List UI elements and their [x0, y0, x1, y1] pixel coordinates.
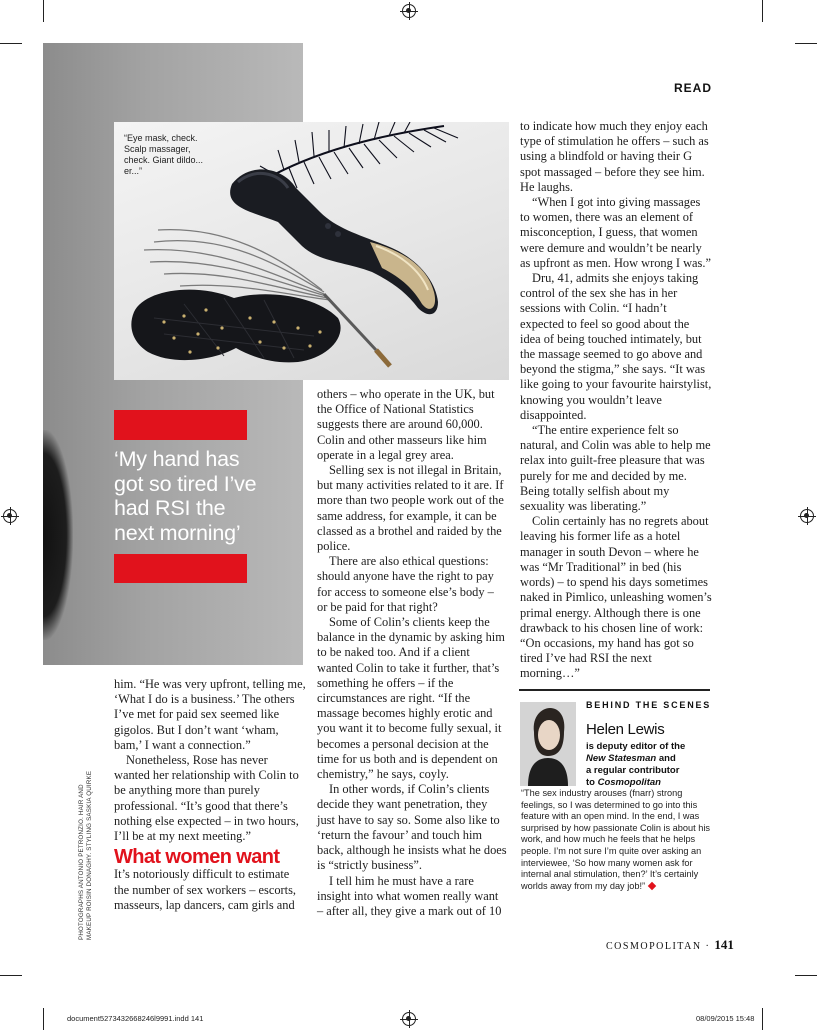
- paragraph: Selling sex is not illegal in Britain, but many activities related to it are. If more than two people work out of the same address, for example, it can be classed as a brothel and raided by the police.: [317, 463, 504, 554]
- publication-name: Cosmopolitan: [597, 777, 661, 788]
- paragraph: It’s notoriously difficult to estimate the number of sex workers – escorts, masseurs, lap dancers, cam girls and: [114, 867, 297, 912]
- section-heading: What women want: [114, 846, 280, 869]
- registration-mark-icon: [402, 1012, 416, 1026]
- crop-mark: [795, 975, 817, 976]
- pull-quote-bottom-bar: [114, 554, 247, 583]
- photo-caption: “Eye mask, check. Scalp massager, check. Giant dildo... er...”: [124, 133, 204, 176]
- paragraph: I tell him he must have a rare insight into what women really want – after all, they give a mark out of 10: [317, 873, 502, 918]
- paragraph: Nonetheless, Rose has never wanted her relationship with Colin to be anything more than purely professional. “It’s good that there’s nothing else expected – in two hours, I’ll be at my next meeting.”: [114, 753, 299, 844]
- crop-mark: [762, 1008, 763, 1030]
- sidebar-text: [521, 788, 711, 892]
- section-label: READ: [674, 81, 713, 95]
- paragraph: to indicate how much they enjoy each type of stimulation he offers – such as using a blindfold or having their G spot massaged – before they see him. He laughs.: [520, 119, 709, 194]
- paragraph: Colin certainly has no regrets about leaving his former life as a hotel manager in south Devon – where he was “Mr Traditional” in bed (his words) – to spend his days sometimes naked in Pimlico, unleashing women’s primal energy. Although there is one drawback to his chosen line of work: “On occasions, my hand has got so tired I’ve had RSI the next morning…”: [520, 514, 712, 681]
- end-mark-icon: [648, 882, 656, 890]
- avatar: [520, 702, 576, 786]
- publication-name: New Statesman: [586, 753, 657, 764]
- paragraph: There are also ethical questions: should anyone have the right to pay for access to someone else’s body – or be paid for that right?: [317, 554, 494, 614]
- page-number: 141: [714, 937, 734, 952]
- article-column-1: [114, 677, 306, 913]
- crop-mark: [0, 975, 22, 976]
- divider: [519, 689, 710, 691]
- file-slug: document5273432668246l9991.indd 141: [67, 1014, 204, 1023]
- paragraph: “When I got into giving massages to women, there was an element of misconception, I guess, that women were demure and wouldn’t be nearly as upfront as men. How wrong I was.”: [520, 195, 711, 270]
- sidebar-quote: “The sex industry arouses (fnarr) strong feelings, so I was determined to go into this feature with an open mind. In the end, I was surprised by how passionate Colin is about his work, and how much he feels that he helps people. I’m not sure I’m quite over asking an interviewee, ‘So how many women ask for internal anal stimulation, then?’ It’s certainly worlds away from my day job!”: [521, 788, 710, 891]
- registration-mark-icon: [402, 4, 416, 18]
- author-role-line: to: [586, 777, 598, 788]
- crop-mark: [0, 43, 22, 44]
- author-role: [586, 741, 706, 789]
- pull-quote: ‘My hand has got so tired I’ve had RSI the next morning’: [114, 447, 257, 545]
- print-timestamp: 08/09/2015 15:48: [696, 1014, 755, 1023]
- paragraph: “The entire experience felt so natural, and Colin was able to help me relax into guilt-free pleasure that was purely for me and decided by me. Being totally selfish about my sexuality was liberating.”: [520, 423, 711, 514]
- folio: [606, 937, 734, 953]
- folio-separator: ·: [705, 941, 711, 952]
- pull-quote-top-bar: [114, 410, 247, 440]
- author-name: Helen Lewis: [586, 721, 665, 738]
- paragraph: others – who operate in the UK, but the Office of National Statistics suggests there are around 60,000. Colin and other masseurs like him operate in a legal grey area.: [317, 387, 495, 462]
- article-column-2: [317, 387, 507, 919]
- magazine-name: COSMOPOLITAN: [606, 941, 702, 952]
- crop-mark: [762, 0, 763, 22]
- crop-mark: [43, 0, 44, 22]
- paragraph: him. “He was very upfront, telling me, ‘What I do is a business.’ The others I’ve met for paid sex seemed like gigolos. But I don’t want ‘wham, bam,’ I want a connection.”: [114, 677, 306, 752]
- paragraph: Some of Colin’s clients keep the balance in the dynamic by asking him to be naked too. And if a client wanted Colin to take it further, that’s something he offers – if the circumstances are right. “If the massage becomes highly erotic and you want it to become fully sexual, it becomes a personal decision at the time for us both and is dependent on chemistry,” he says, coyly.: [317, 615, 505, 782]
- massager-illustration: [230, 169, 438, 314]
- eye-mask-illustration: [131, 290, 340, 363]
- paragraph: Dru, 41, admits she enjoys taking control of the sex she has in her sessions with Colin. “I hadn’t expected to feel so good about the idea of being touched intimately, but the massage seemed to go above and beyond the stigma,” she says. “It was like going to your favourite hairstylist, knowing you wouldn’t leave disappointed.: [520, 271, 712, 422]
- crop-mark: [43, 1008, 44, 1030]
- author-photo: [520, 702, 576, 786]
- sidebar-heading: BEHIND THE SCENES: [586, 700, 712, 710]
- photo-credits: PHOTOGRAPHS ANTONIO PETRONZIO. HAIR AND MAKEUP ROISIN DONAGHY. STYLING SASKIA QUIRKE: [78, 770, 93, 940]
- crop-mark: [795, 43, 817, 44]
- registration-mark-icon: [800, 509, 814, 523]
- garment-shadow: [43, 430, 73, 640]
- author-role-line: is deputy editor of the: [586, 741, 686, 752]
- article-column-3: [520, 119, 712, 682]
- paragraph: In other words, if Colin’s clients decide they want penetration, they just have to say so. Some also like to ‘return the favour’ and touch him back, although he insists what he does is “strictly business”.: [317, 782, 507, 873]
- author-role-line: a regular contributor: [586, 765, 680, 776]
- feather-icon: [260, 122, 458, 188]
- author-role-line: and: [656, 753, 676, 764]
- registration-mark-icon: [3, 509, 17, 523]
